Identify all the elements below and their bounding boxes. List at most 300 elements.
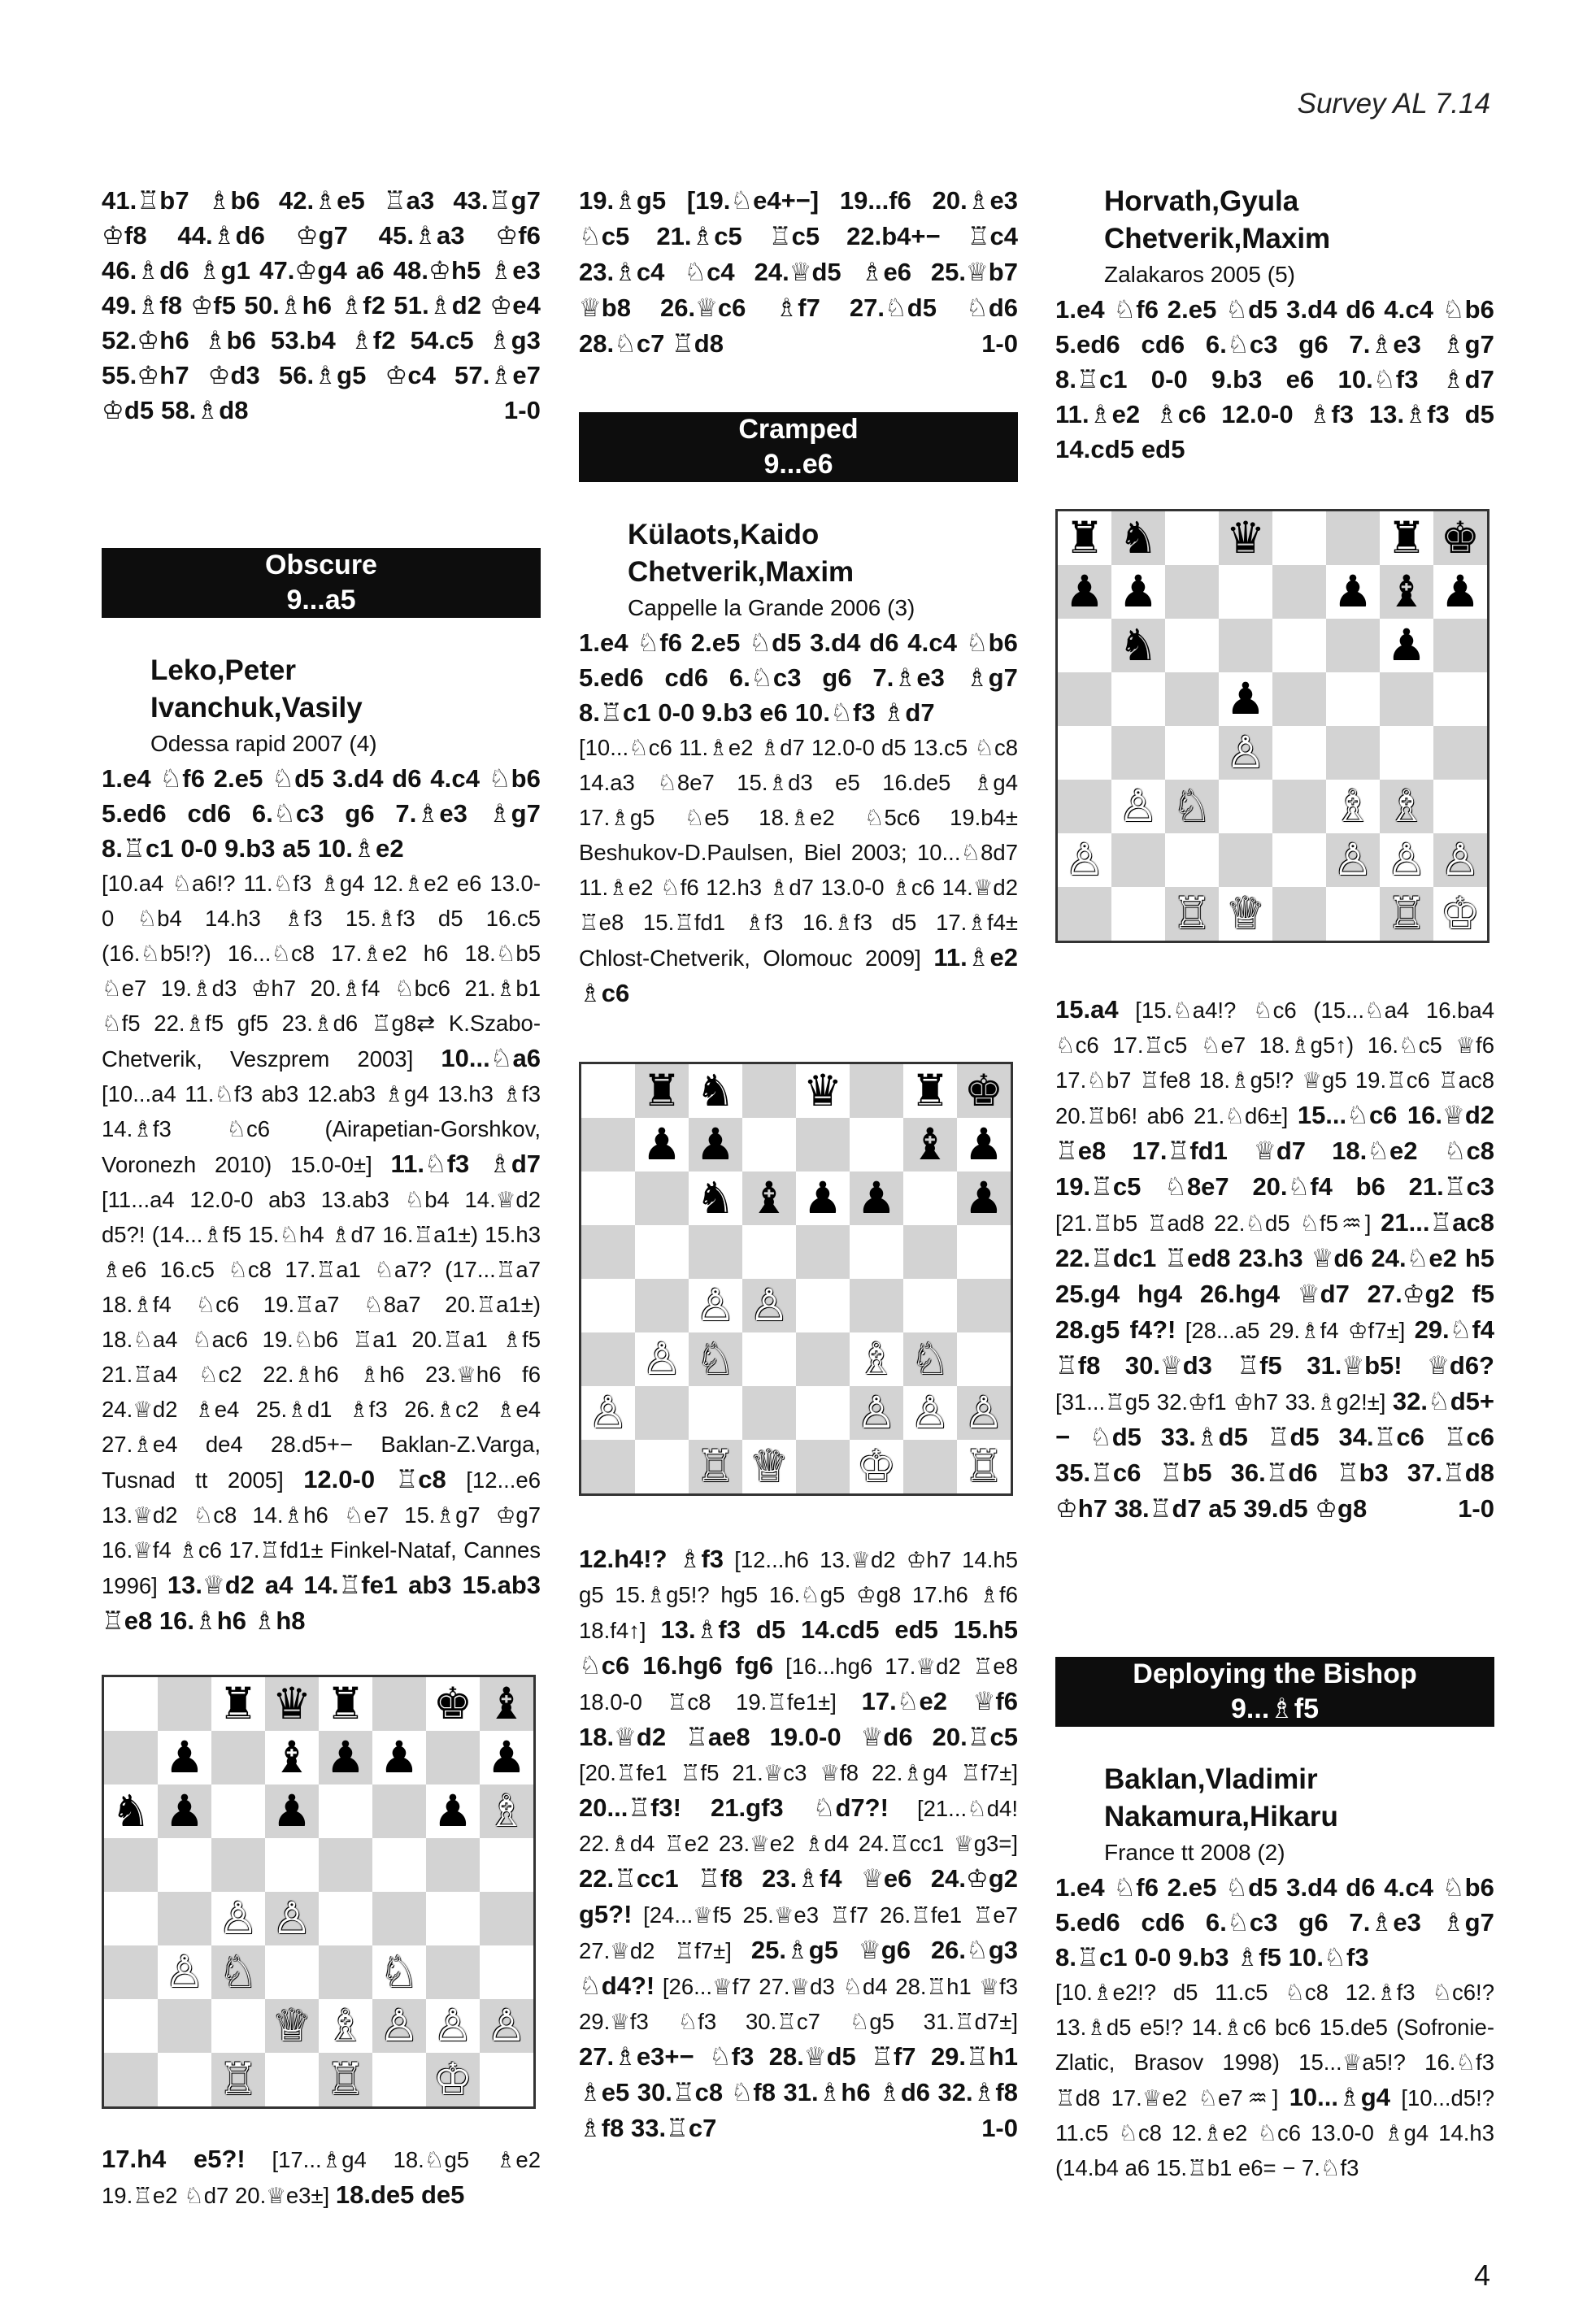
white-piece-icon: ♗ bbox=[1333, 780, 1373, 832]
black-piece-icon: ♟ bbox=[164, 1785, 205, 1837]
board-square-d6 bbox=[265, 1784, 319, 1838]
board-square-a8 bbox=[104, 1677, 158, 1731]
white-piece-icon: ♙ bbox=[749, 1280, 789, 1331]
board-square-f4 bbox=[850, 1279, 903, 1332]
move: 13.♕d2 a4 14.♖fe1 ab3 15.ab3 ♖e8 16.♗h6 ♗h8 bbox=[102, 1571, 541, 1635]
annotation-note: [15.♘a4!? ♘c6 (15...♘a4 16.ba4 ♘c6 17.♖c5 ♘e7 18.♗g5↑) 16.♘c5 ♕f6 17.♘b7 ♖fe8 18.♗g5!? ♕g5 19.♖c6 ♖ac8 20.♖b6! ab6 21.♘d6±] bbox=[1055, 998, 1495, 1128]
game-annotation bbox=[1055, 992, 1494, 1527]
board-square-f5 bbox=[850, 1225, 903, 1279]
move: 25.♗g5 ♕g6 26.♘g3 ♘d4?! bbox=[579, 1936, 1019, 2000]
black-piece-icon: ♚ bbox=[963, 1065, 1004, 1116]
black-piece-icon: ♟ bbox=[641, 1119, 682, 1170]
main-moves: 1.e4 ♘f6 2.e5 ♘d5 3.d4 d6 4.c4 ♘b6 5.ed6 cd6 6.♘c3 g6 7.♗e3 ♗g7 8.♖c1 0-0 9.b3 ♗f5 10.♘f3 bbox=[1055, 1873, 1494, 1971]
white-piece-icon: ♙ bbox=[1225, 727, 1266, 778]
board-square-f2 bbox=[1326, 833, 1380, 887]
board-square-d2 bbox=[742, 1386, 796, 1440]
board-square-c2 bbox=[689, 1386, 742, 1440]
white-piece-icon: ♖ bbox=[695, 1441, 736, 1492]
board-square-f4 bbox=[372, 1892, 426, 1945]
board-square-a2 bbox=[104, 1999, 158, 2053]
column-2 bbox=[579, 183, 1018, 2146]
board-square-e1 bbox=[319, 2053, 372, 2106]
main-moves: 1.e4 ♘f6 2.e5 ♘d5 3.d4 d6 4.c4 ♘b6 5.ed6 cd6 6.♘c3 g6 7.♗e3 ♗g7 8.♖c1 0-0 9.b3 a5 10.♗e2 bbox=[102, 764, 541, 863]
board-square-a7 bbox=[581, 1118, 635, 1172]
annotation-note: [26...♕f7 27.♕d3 ♘d4 28.♖h1 ♕f3 29.♕f3 ♘f3 30.♖c7 ♘g5 31.♖d7±] bbox=[579, 1974, 1018, 2034]
board-square-b4 bbox=[1111, 726, 1165, 780]
board-square-f7 bbox=[372, 1731, 426, 1784]
board-square-f3 bbox=[850, 1332, 903, 1386]
board-square-h7 bbox=[957, 1118, 1011, 1172]
board-square-a6 bbox=[104, 1784, 158, 1838]
chess-diagram bbox=[579, 1062, 1013, 1496]
game-continuation bbox=[102, 183, 541, 428]
board-square-g2 bbox=[903, 1386, 957, 1440]
annotation-note: [10.♗e2!? d5 11.c5 ♘c8 12.♗f3 ♘c6!? 13.♗d5 e5!? 14.♗c6 bc6 15.de5 (Sofronie-Zlatic, Brasov 1998) 15...♕a5!? 16.♘f3 ♖d8 17.♕e2 ♘e7♒] bbox=[1055, 1980, 1494, 2111]
board-square-b7 bbox=[158, 1731, 211, 1784]
game-moves: 41.♖b7 ♗b6 42.♗e5 ♖a3 43.♖g7 ♔f8 44.♗d6 ♔g7 45.♗a3 ♔f6 46.♗d6 ♗g1 47.♔g4 a6 48.♔h5 ♗e3 49.♗f8 ♔f5 50.♗h6 ♗f2 51.♗d2 ♔e4 52.♔h6 ♗b6 53.b4 ♗f2 54.c5 ♗g3 55.♔h7 ♔d3 56.♗g5 ♔c4 57.♗e7 ♔d5 58.♗d8 bbox=[102, 186, 541, 424]
game-annotation bbox=[102, 2141, 541, 2213]
board-square-h3 bbox=[480, 1945, 533, 1999]
board-square-d2 bbox=[1219, 833, 1272, 887]
board-square-d4 bbox=[265, 1892, 319, 1945]
board-square-d8 bbox=[1219, 511, 1272, 565]
white-piece-icon: ♖ bbox=[1386, 888, 1427, 939]
page-number: 4 bbox=[1473, 2258, 1490, 2292]
board-square-e8 bbox=[319, 1677, 372, 1731]
board-square-c3 bbox=[1165, 780, 1219, 833]
section-heading-cramped bbox=[579, 412, 1018, 482]
board-square-f8 bbox=[1326, 511, 1380, 565]
white-piece-icon: ♙ bbox=[1440, 834, 1481, 885]
board-square-f2 bbox=[850, 1386, 903, 1440]
black-piece-icon: ♟ bbox=[802, 1172, 843, 1224]
board-square-a3 bbox=[1058, 780, 1111, 833]
board-square-c2 bbox=[211, 1999, 265, 2053]
board-square-b5 bbox=[1111, 672, 1165, 726]
white-piece-icon: ♘ bbox=[1172, 780, 1212, 832]
board-square-d6 bbox=[1219, 619, 1272, 672]
black-piece-icon: ♚ bbox=[1440, 512, 1481, 563]
board-square-b6 bbox=[1111, 619, 1165, 672]
game-annotation bbox=[1055, 1975, 1494, 2185]
event: France tt 2008 (2) bbox=[1104, 1840, 1285, 1865]
move: 17.♘e2 ♕f6 18.♕d2 ♖ae8 19.0-0 ♕d6 20.♖c5 bbox=[579, 1687, 1018, 1751]
section-subtitle: 9...e6 bbox=[763, 449, 833, 480]
white-piece-icon: ♗ bbox=[1386, 780, 1427, 832]
board-square-h8 bbox=[480, 1677, 533, 1731]
board-square-b6 bbox=[158, 1784, 211, 1838]
board-square-f7 bbox=[1326, 565, 1380, 619]
board-square-g3 bbox=[903, 1332, 957, 1386]
board-square-f8 bbox=[850, 1064, 903, 1118]
move: 10...♗g4 bbox=[1289, 2083, 1390, 2111]
white-player: Leko,Peter bbox=[150, 654, 296, 686]
board-square-e3 bbox=[319, 1945, 372, 1999]
board-square-a4 bbox=[581, 1279, 635, 1332]
board-square-d5 bbox=[1219, 672, 1272, 726]
annotation-note: [10...a4 11.♘f3 ab3 12.ab3 ♗g4 13.h3 ♗f3 14.♗f3 ♘c6 (Airapetian-Gorshkov, Voronezh 2010) 15.0-0±] bbox=[102, 1081, 541, 1177]
move: 29.♘f4 ♖f8 30.♕d3 ♖f5 31.♕b5! ♕d6? bbox=[1055, 1315, 1495, 1380]
board-square-g3 bbox=[1380, 780, 1433, 833]
board-square-a8 bbox=[1058, 511, 1111, 565]
board-square-f2 bbox=[372, 1999, 426, 2053]
board-square-c5 bbox=[211, 1838, 265, 1892]
board-square-a5 bbox=[1058, 672, 1111, 726]
board-square-c6 bbox=[211, 1784, 265, 1838]
board-square-b8 bbox=[1111, 511, 1165, 565]
black-player: Chetverik,Maxim bbox=[1104, 223, 1331, 254]
game-result: 1-0 bbox=[981, 2114, 1018, 2142]
board-square-a1 bbox=[104, 2053, 158, 2106]
white-player: Külaots,Kaido bbox=[628, 519, 820, 550]
board-square-b3 bbox=[1111, 780, 1165, 833]
board-square-b1 bbox=[635, 1440, 689, 1493]
board-square-h2 bbox=[957, 1386, 1011, 1440]
black-piece-icon: ♟ bbox=[856, 1172, 897, 1224]
black-piece-icon: ♟ bbox=[325, 1732, 366, 1783]
board-square-a7 bbox=[104, 1731, 158, 1784]
board-square-g6 bbox=[426, 1784, 480, 1838]
board-square-e5 bbox=[796, 1225, 850, 1279]
white-piece-icon: ♘ bbox=[910, 1333, 950, 1385]
white-piece-icon: ♗ bbox=[486, 1785, 527, 1837]
white-player: Baklan,Vladimir bbox=[1104, 1763, 1318, 1795]
black-piece-icon: ♟ bbox=[1386, 619, 1427, 671]
section-title: Obscure bbox=[265, 550, 377, 580]
annotation-note: [12...h6 13.♕d2 ♔h7 14.h5 g5 15.♗g5!? hg5 16.♘g5 ♔g8 17.h6 ♗f6 18.f4↑] bbox=[579, 1547, 1018, 1643]
black-piece-icon: ♟ bbox=[1333, 566, 1373, 617]
board-square-g4 bbox=[903, 1279, 957, 1332]
annotation-note: [20.♖fe1 ♖f5 21.♕c3 ♕f8 22.♗g4 ♖f7±] bbox=[579, 1760, 1018, 1785]
board-square-f3 bbox=[1326, 780, 1380, 833]
board-square-c3 bbox=[689, 1332, 742, 1386]
board-square-g6 bbox=[903, 1172, 957, 1225]
board-square-c6 bbox=[1165, 619, 1219, 672]
board-square-c4 bbox=[689, 1279, 742, 1332]
annotation-note: [10.a4 ♘a6!? 11.♘f3 ♗g4 12.♗e2 e6 13.0-0 ♘b4 14.h3 ♗f3 15.♗f3 d5 16.c5 (16.♘b5!?) 16...♘c8 17.♗e2 h6 18.♘b5 ♘e7 19.♗d3 ♔h7 20.♗f4 ♘bc6 21.♗b1 ♘f5 22.♗f5 gf5 23.♗d6 ♖g8⇄ K.Szabo-Chetverik, Veszprem 2003] bbox=[102, 871, 541, 1072]
white-piece-icon: ♙ bbox=[272, 1893, 312, 1944]
board-square-h1 bbox=[480, 2053, 533, 2106]
board-square-g5 bbox=[903, 1225, 957, 1279]
move: 10...♘a6 bbox=[441, 1044, 541, 1072]
black-piece-icon: ♛ bbox=[272, 1678, 312, 1729]
black-piece-icon: ♜ bbox=[1064, 512, 1105, 563]
black-piece-icon: ♟ bbox=[695, 1119, 736, 1170]
game-result: 1-0 bbox=[981, 329, 1018, 358]
board-square-h7 bbox=[1433, 565, 1487, 619]
event: Cappelle la Grande 2006 (3) bbox=[628, 595, 915, 620]
white-piece-icon: ♙ bbox=[433, 2000, 473, 2051]
board-square-c1 bbox=[689, 1440, 742, 1493]
board-square-f6 bbox=[850, 1172, 903, 1225]
board-square-h8 bbox=[957, 1064, 1011, 1118]
board-square-b2 bbox=[1111, 833, 1165, 887]
board-square-g2 bbox=[426, 1999, 480, 2053]
move: 15...♘c6 16.♕d2 ♖e8 17.♖fd1 ♕d7 18.♘e2 ♘c8 19.♖c5 ♘8e7 20.♘f4 b6 21.♖c3 bbox=[1055, 1101, 1494, 1201]
board-square-d8 bbox=[742, 1064, 796, 1118]
move: 20...♖f3! 21.gf3 ♘d7?! bbox=[579, 1793, 889, 1822]
black-piece-icon: ♟ bbox=[379, 1732, 420, 1783]
white-player: Horvath,Gyula bbox=[1104, 185, 1299, 217]
game-continuation bbox=[579, 183, 1018, 362]
column-1 bbox=[102, 183, 541, 2213]
chess-diagram bbox=[102, 1675, 536, 2109]
main-moves: 1.e4 ♘f6 2.e5 ♘d5 3.d4 d6 4.c4 ♘b6 5.ed6 cd6 6.♘c3 g6 7.♗e3 ♗g7 8.♖c1 0-0 9.b3 e6 10.♘f3 ♗d7 bbox=[579, 628, 1018, 727]
board-square-c1 bbox=[211, 2053, 265, 2106]
move: 15.a4 bbox=[1055, 995, 1119, 1024]
board-square-e7 bbox=[796, 1118, 850, 1172]
board-square-b8 bbox=[635, 1064, 689, 1118]
board-square-h4 bbox=[480, 1892, 533, 1945]
board-square-b2 bbox=[158, 1999, 211, 2053]
white-piece-icon: ♔ bbox=[433, 2054, 473, 2105]
board-square-g3 bbox=[426, 1945, 480, 1999]
black-piece-icon: ♚ bbox=[433, 1678, 473, 1729]
move: 32.♘d5+− ♘d5 33.♗d5 ♖d5 34.♖c6 ♖c6 35.♖c6 ♖b5 36.♖d6 ♖b3 37.♖d8 ♔h7 38.♖d7 a5 39.d5 ♔g8 bbox=[1055, 1387, 1495, 1523]
board-square-e6 bbox=[319, 1784, 372, 1838]
board-square-h1 bbox=[1433, 887, 1487, 941]
board-square-c7 bbox=[1165, 565, 1219, 619]
white-piece-icon: ♙ bbox=[1333, 834, 1373, 885]
board-square-g1 bbox=[903, 1440, 957, 1493]
game-annotation bbox=[579, 1541, 1018, 2146]
board-square-e6 bbox=[1272, 619, 1326, 672]
section-title: Deploying the Bishop bbox=[1133, 1658, 1417, 1689]
black-piece-icon: ♟ bbox=[433, 1785, 473, 1837]
chess-diagram bbox=[1055, 509, 1489, 943]
board-square-g7 bbox=[1380, 565, 1433, 619]
black-piece-icon: ♞ bbox=[695, 1065, 736, 1116]
board-square-e3 bbox=[1272, 780, 1326, 833]
board-square-d8 bbox=[265, 1677, 319, 1731]
board-square-h3 bbox=[1433, 780, 1487, 833]
board-square-d4 bbox=[1219, 726, 1272, 780]
board-square-a1 bbox=[581, 1440, 635, 1493]
board-square-d5 bbox=[265, 1838, 319, 1892]
black-piece-icon: ♞ bbox=[111, 1785, 151, 1837]
annotation-note: [16...hg6 17.♕d2 ♖e8 18.0-0 ♖c8 19.♖fe1±] bbox=[579, 1654, 1018, 1715]
board-square-c1 bbox=[1165, 887, 1219, 941]
black-piece-icon: ♝ bbox=[272, 1732, 312, 1783]
board-square-h8 bbox=[1433, 511, 1487, 565]
board-square-a4 bbox=[1058, 726, 1111, 780]
black-piece-icon: ♝ bbox=[486, 1678, 527, 1729]
black-piece-icon: ♞ bbox=[1118, 619, 1159, 671]
column-3 bbox=[1055, 183, 1494, 2185]
board-square-a5 bbox=[581, 1225, 635, 1279]
white-piece-icon: ♗ bbox=[325, 2000, 366, 2051]
board-square-f1 bbox=[372, 2053, 426, 2106]
board-square-b2 bbox=[635, 1386, 689, 1440]
board-square-e8 bbox=[1272, 511, 1326, 565]
board-square-e1 bbox=[1272, 887, 1326, 941]
black-piece-icon: ♟ bbox=[963, 1172, 1004, 1224]
white-piece-icon: ♘ bbox=[695, 1333, 736, 1385]
white-piece-icon: ♙ bbox=[379, 2000, 420, 2051]
board-square-e3 bbox=[796, 1332, 850, 1386]
section-subtitle: 9...a5 bbox=[286, 585, 356, 615]
black-piece-icon: ♟ bbox=[164, 1732, 205, 1783]
board-square-a2 bbox=[1058, 833, 1111, 887]
section-title: Cramped bbox=[738, 414, 859, 445]
board-square-d1 bbox=[265, 2053, 319, 2106]
board-square-c4 bbox=[211, 1892, 265, 1945]
board-square-h7 bbox=[480, 1731, 533, 1784]
board-square-f6 bbox=[1326, 619, 1380, 672]
white-piece-icon: ♖ bbox=[325, 2054, 366, 2105]
board-square-b1 bbox=[158, 2053, 211, 2106]
white-piece-icon: ♙ bbox=[963, 1387, 1004, 1438]
board-square-g5 bbox=[426, 1838, 480, 1892]
board-square-f1 bbox=[1326, 887, 1380, 941]
board-square-h5 bbox=[957, 1225, 1011, 1279]
move: 11.♗e2 ♗c6 bbox=[579, 943, 1018, 1007]
move: 12.h4!? ♗f3 bbox=[579, 1545, 724, 1573]
black-piece-icon: ♝ bbox=[749, 1172, 789, 1224]
board-square-c7 bbox=[689, 1118, 742, 1172]
event: Zalakaros 2005 (5) bbox=[1104, 262, 1296, 287]
white-piece-icon: ♔ bbox=[1440, 888, 1481, 939]
black-piece-icon: ♜ bbox=[218, 1678, 259, 1729]
white-piece-icon: ♙ bbox=[1118, 780, 1159, 832]
board-square-f1 bbox=[850, 1440, 903, 1493]
game-header bbox=[1055, 1761, 1494, 1870]
black-piece-icon: ♟ bbox=[963, 1119, 1004, 1170]
white-piece-icon: ♕ bbox=[272, 2000, 312, 2051]
board-square-e7 bbox=[319, 1731, 372, 1784]
board-square-h3 bbox=[957, 1332, 1011, 1386]
board-square-h2 bbox=[1433, 833, 1487, 887]
black-piece-icon: ♛ bbox=[1225, 512, 1266, 563]
board-square-f6 bbox=[372, 1784, 426, 1838]
board-square-c8 bbox=[211, 1677, 265, 1731]
board-square-c7 bbox=[211, 1731, 265, 1784]
board-square-g5 bbox=[1380, 672, 1433, 726]
board-square-f3 bbox=[372, 1945, 426, 1999]
annotation-note: [21.♖b5 ♖ad8 22.♘d5 ♘f5♒] bbox=[1055, 1211, 1372, 1236]
board-square-f8 bbox=[372, 1677, 426, 1731]
white-piece-icon: ♗ bbox=[856, 1333, 897, 1385]
annotation-note: [28...a5 29.♗f4 ♔f7±] bbox=[1185, 1318, 1406, 1343]
board-square-d3 bbox=[265, 1945, 319, 1999]
white-piece-icon: ♙ bbox=[641, 1333, 682, 1385]
white-piece-icon: ♙ bbox=[164, 1946, 205, 1997]
board-square-d6 bbox=[742, 1172, 796, 1225]
board-square-a1 bbox=[1058, 887, 1111, 941]
board-square-c8 bbox=[1165, 511, 1219, 565]
board-square-g1 bbox=[426, 2053, 480, 2106]
white-piece-icon: ♙ bbox=[588, 1387, 628, 1438]
move: 12.0-0 ♖c8 bbox=[303, 1465, 446, 1493]
move: 18.de5 de5 bbox=[335, 2180, 465, 2209]
board-square-d4 bbox=[742, 1279, 796, 1332]
board-square-b7 bbox=[1111, 565, 1165, 619]
running-title: Survey AL 7.14 bbox=[1297, 88, 1490, 120]
game-annotation bbox=[102, 866, 541, 1639]
annotation-note: [17...♗g4 18.♘g5 ♗e2 19.♖e2 ♘d7 20.♕e3±] bbox=[102, 2147, 541, 2208]
annotation-note: [31...♖g5 32.♔f1 ♔h7 33.♗g2!±] bbox=[1055, 1389, 1386, 1415]
board-square-h4 bbox=[957, 1279, 1011, 1332]
move: 17.h4 e5?! bbox=[102, 2145, 246, 2173]
annotation-note: [21...♘d4! 22.♗d4 ♖e2 23.♕e2 ♗d4 24.♖cc1 ♕g3=] bbox=[579, 1796, 1018, 1856]
black-piece-icon: ♟ bbox=[1225, 673, 1266, 724]
white-piece-icon: ♙ bbox=[856, 1387, 897, 1438]
annotation-note: [10...♘c6 11.♗e2 ♗d7 12.0-0 d5 13.c5 ♘c8 14.a3 ♘8e7 15.♗d3 e5 16.de5 ♗g4 17.♗g5 ♘e5 18.♗e2 ♘5c6 19.b4± Beshukov-D.Paulsen, Biel 2003; 10...♘8d7 11.♗e2 ♘f6 12.h3 ♗d7 13.0-0 ♗c6 14.♕d2 ♖e8 15.♖fd1 ♗f3 16.♗f3 d5 17.♗f4± Chlost-Chetverik, Olomouc 2009] bbox=[579, 735, 1018, 971]
annotation-note: [12...e6 13.♕d2 ♘c8 14.♗h6 ♘e7 15.♗g7 ♔g7 16.♕f4 ♗c6 17.♖fd1± Finkel-Nataf, Cannes 1996] bbox=[102, 1467, 541, 1598]
board-square-b4 bbox=[158, 1892, 211, 1945]
section-heading-deploying-bishop bbox=[1055, 1657, 1494, 1727]
event: Odessa rapid 2007 (4) bbox=[150, 731, 377, 756]
main-moves: 1.e4 ♘f6 2.e5 ♘d5 3.d4 d6 4.c4 ♘b6 5.ed6 cd6 6.♘c3 g6 7.♗e3 ♗g7 8.♖c1 0-0 9.b3 e6 10.♘f3 ♗d7 11.♗e2 ♗c6 12.0-0 ♗f3 13.♗f3 d5 14.cd5 ed5 bbox=[1055, 295, 1494, 463]
section-subtitle: 9...♗f5 bbox=[1231, 1693, 1319, 1724]
white-piece-icon: ♖ bbox=[218, 2054, 259, 2105]
board-square-b8 bbox=[158, 1677, 211, 1731]
board-square-f4 bbox=[1326, 726, 1380, 780]
white-piece-icon: ♖ bbox=[963, 1441, 1004, 1492]
board-square-b3 bbox=[635, 1332, 689, 1386]
board-square-g7 bbox=[903, 1118, 957, 1172]
board-square-e2 bbox=[796, 1386, 850, 1440]
board-square-h4 bbox=[1433, 726, 1487, 780]
white-piece-icon: ♙ bbox=[218, 1893, 259, 1944]
move: 13.♗f3 d5 14.cd5 ed5 15.h5 ♘c6 16.hg6 fg6 bbox=[579, 1615, 1019, 1680]
board-square-c4 bbox=[1165, 726, 1219, 780]
board-square-e6 bbox=[796, 1172, 850, 1225]
black-piece-icon: ♟ bbox=[1064, 566, 1105, 617]
board-square-e2 bbox=[1272, 833, 1326, 887]
black-player: Chetverik,Maxim bbox=[628, 556, 855, 588]
board-square-e5 bbox=[319, 1838, 372, 1892]
white-piece-icon: ♘ bbox=[218, 1946, 259, 1997]
board-square-e4 bbox=[796, 1279, 850, 1332]
white-piece-icon: ♙ bbox=[1386, 834, 1427, 885]
white-piece-icon: ♘ bbox=[379, 1946, 420, 1997]
board-square-a5 bbox=[104, 1838, 158, 1892]
board-square-f7 bbox=[850, 1118, 903, 1172]
black-piece-icon: ♛ bbox=[802, 1065, 843, 1116]
board-square-g4 bbox=[426, 1892, 480, 1945]
board-square-b6 bbox=[635, 1172, 689, 1225]
board-square-b7 bbox=[635, 1118, 689, 1172]
board-square-b4 bbox=[635, 1279, 689, 1332]
move: 21...♖ac8 22.♖dc1 ♖ed8 23.h3 ♕d6 24.♘e2 h5 25.g4 hg4 26.hg4 ♕d7 27.♔g2 f5 28.g5 f4?! bbox=[1055, 1208, 1495, 1344]
board-square-e4 bbox=[1272, 726, 1326, 780]
board-square-f5 bbox=[372, 1838, 426, 1892]
white-piece-icon: ♕ bbox=[749, 1441, 789, 1492]
board-square-d1 bbox=[1219, 887, 1272, 941]
annotation-note: [24...♕f5 25.♕e3 ♖f7 26.♖fe1 ♖e7 27.♕d2 ♖f7±] bbox=[579, 1902, 1018, 1963]
annotation-note: [11...a4 12.0-0 ab3 13.ab3 ♘b4 14.♕d2 d5?! (14...♗f5 15.♘h4 ♗d7 16.♖a1±) 15.h3 ♗e6 16.c5 ♘c8 17.♖a1 ♘a7? (17...♖a7 18.♗f4 ♘c6 19.♖a7 ♘8a7 20.♖a1±) 18.♘a4 ♘ac6 19.♘b6 ♖a1 20.♖a1 ♗f5 21.♖a4 ♘c2 22.♗h6 ♗h6 23.♕h6 f6 24.♕d2 ♗e4 25.♗d1 ♗f3 26.♗c2 ♗e4 27.♗e4 de4 28.d5+− Baklan-Z.Varga, Tusnad tt 2005] bbox=[102, 1187, 541, 1493]
board-square-a8 bbox=[581, 1064, 635, 1118]
white-piece-icon: ♕ bbox=[1225, 888, 1266, 939]
board-square-d3 bbox=[1219, 780, 1272, 833]
board-square-g8 bbox=[1380, 511, 1433, 565]
board-square-d3 bbox=[742, 1332, 796, 1386]
game-annotation bbox=[579, 730, 1018, 1011]
board-square-c8 bbox=[689, 1064, 742, 1118]
black-piece-icon: ♟ bbox=[1440, 566, 1481, 617]
game-result: 1-0 bbox=[1458, 1494, 1494, 1523]
board-square-h5 bbox=[1433, 672, 1487, 726]
board-square-e8 bbox=[796, 1064, 850, 1118]
game-header bbox=[579, 516, 1018, 625]
board-square-b3 bbox=[158, 1945, 211, 1999]
game-result: 1-0 bbox=[503, 396, 541, 424]
board-square-e2 bbox=[319, 1999, 372, 2053]
board-square-a6 bbox=[1058, 619, 1111, 672]
board-square-c5 bbox=[1165, 672, 1219, 726]
black-piece-icon: ♟ bbox=[1118, 566, 1159, 617]
